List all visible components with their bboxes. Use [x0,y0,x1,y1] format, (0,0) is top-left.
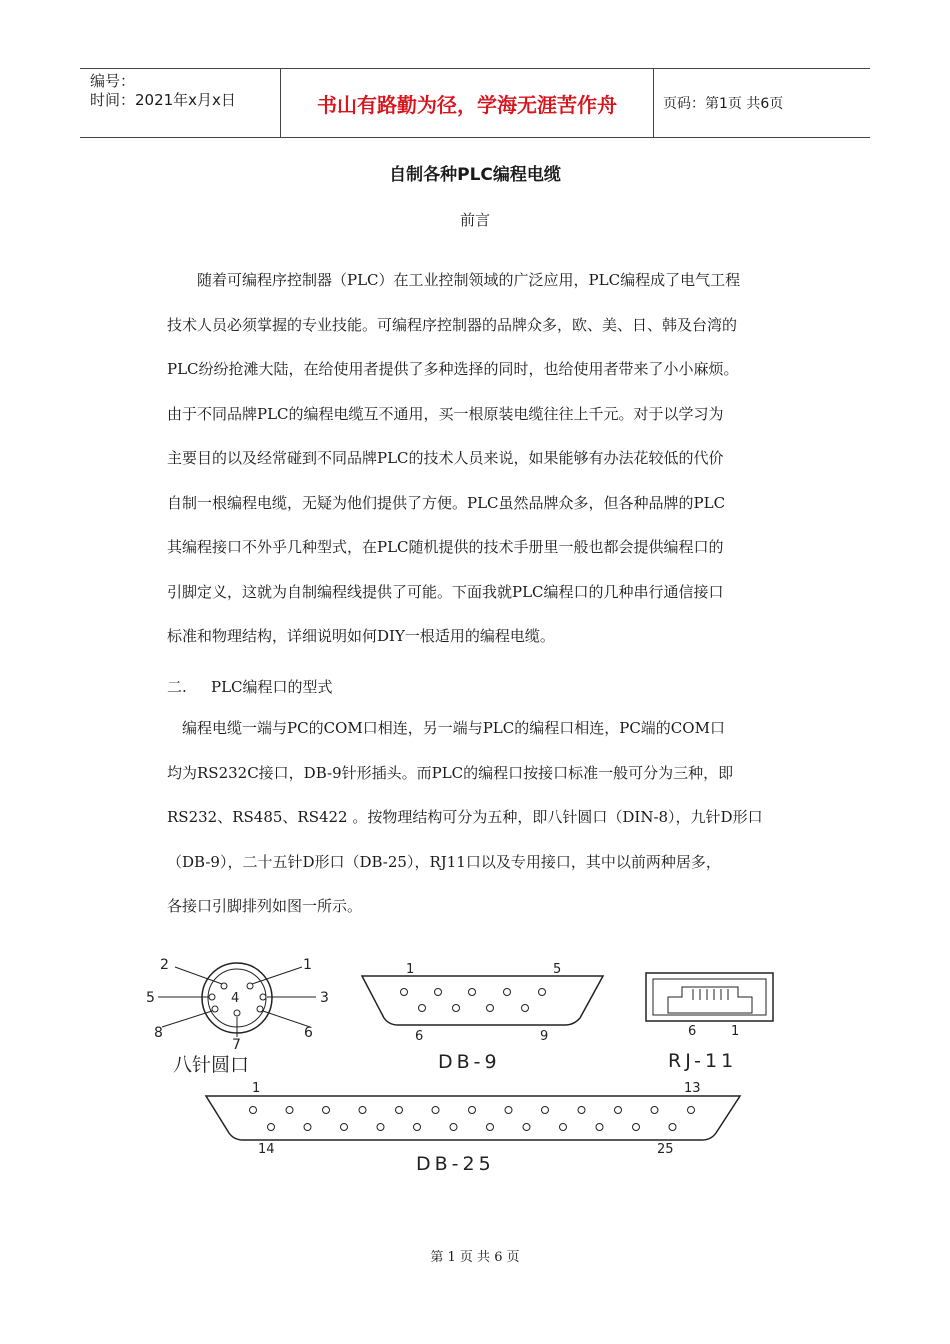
rj11-socket [668,987,752,1013]
db9-pin [522,1005,529,1012]
din8-pin-label: 1 [303,957,312,973]
din8-pin-label: 4 [231,991,240,1006]
connector-pinout-figure [140,945,840,1185]
db25-pin [268,1124,275,1131]
number-label: 编号： [90,72,136,90]
db25-pin [341,1124,348,1131]
db25-pin [396,1107,403,1114]
section-paragraph [167,706,807,929]
db9-pin [435,989,442,996]
text-line: PLC纷纷抢滩大陆，在给使用者提供了多种选择的同时，也给使用者带来了小小麻烦。 [167,360,739,378]
db25-pin [596,1124,603,1131]
preface-heading: 前言 [459,211,490,229]
din8-pin-label: 8 [154,1025,163,1041]
db25-pin [542,1107,549,1114]
db25-pin-label: 1 [252,1081,261,1096]
page-footer: 第 1 页 共 6 页 [430,1250,520,1265]
din8-leader [162,1011,212,1027]
text-line: 由于不同品牌PLC的编程电缆互不通用，买一根原装电缆往往上千元。对于以学习为 [167,404,724,423]
db9-shell [362,976,603,1025]
text-line: RS232、RS485、RS422 。按物理结构可分为五种，即八针圆口（DIN-8），九针D形口 [167,808,763,826]
din8-pin-label: 2 [160,957,169,973]
rj11-connector [646,973,773,1072]
db25-pin [414,1124,421,1131]
db25-pin [323,1107,330,1114]
db25-pin [359,1107,366,1114]
db25-pin [651,1107,658,1114]
din8-pin [257,1006,263,1012]
header-page-info: 页码：第1页 共6页 [663,96,784,112]
db25-pin [286,1107,293,1114]
db9-pin [419,1005,426,1012]
din8-pin-label: 7 [232,1037,241,1053]
header-motto: 书山有路勤为径，学海无涯苦作舟 [317,92,617,117]
text-line: 引脚定义，这就为自制编程线提供了可能。下面我就PLC编程口的几种串行通信接口 [167,582,724,601]
db9-pin [453,1005,460,1012]
db25-pin [450,1124,457,1131]
text-line: 技术人员必须掌握的专业技能。可编程序控制器的品牌众多，欧、美、日、韩及台湾的 [167,315,738,334]
document-title: 自制各种PLC编程电缆 [389,165,561,185]
db25-pin [560,1124,567,1131]
db9-pin-label: 5 [553,962,562,977]
db25-pin [615,1107,622,1114]
rj11-pin-label: 6 [688,1024,697,1039]
text-line: 主要目的以及经常碰到不同品牌PLC的技术人员来说，如果能够有办法花较低的代价 [167,449,724,467]
db25-pin-label: 13 [684,1081,701,1096]
db25-pin [432,1107,439,1114]
rj11-housing [646,973,773,1021]
section-heading [167,665,333,709]
rj11-pin-label: 1 [731,1024,740,1039]
din8-pin-label: 6 [304,1025,313,1041]
db9-connector [362,962,603,1073]
header-meta [80,69,280,137]
din8-connector [146,957,329,1076]
db25-pin [633,1124,640,1131]
db25-pin [688,1107,695,1114]
header-divider [653,69,654,137]
din8-pin [260,994,266,1000]
db25-pin [304,1124,311,1131]
text-line: 编程电缆一端与PC的COM口相连，另一端与PLC的编程口相连，PC端的COM口 [167,719,725,737]
db9-pin [469,989,476,996]
din8-pin-label: 5 [146,990,155,1006]
db25-pin-label: 25 [657,1142,674,1157]
section-title: PLC编程口的型式 [211,678,333,696]
db25-pin [669,1124,676,1131]
db25-pin [487,1124,494,1131]
db25-pin [578,1107,585,1114]
db25-pin [523,1124,530,1131]
din8-caption: 八针圆口 [173,1054,250,1076]
db25-pin [469,1107,476,1114]
preface-paragraph [167,258,807,659]
db25-caption: DB-25 [416,1153,495,1175]
section-number: 二. [167,678,187,696]
db9-pin [504,989,511,996]
din8-leader [263,1011,310,1027]
time-label: 时间：2021年x月x日 [90,91,236,109]
db9-pin-label: 6 [415,1029,424,1044]
db9-caption: DB-9 [438,1051,501,1073]
din8-pin [212,1006,218,1012]
din8-pin [209,994,215,1000]
din8-pin [234,1010,240,1016]
db9-pin-label: 9 [540,1029,549,1044]
text-line: 随着可编程序控制器（PLC）在工业控制领域的广泛应用，PLC编程成了电气工程 [167,271,741,289]
text-line: （DB-9），二十五针D形口（DB-25），RJ11口以及专用接口，其中以前两种居多， [167,852,721,871]
text-line: 各接口引脚排列如图一所示。 [167,897,363,915]
db9-pin-label: 1 [406,962,415,977]
db25-pin [377,1124,384,1131]
header-table [80,68,870,138]
db25-pin-label: 14 [258,1142,275,1157]
rj11-caption: RJ-11 [668,1050,738,1072]
text-line: 其编程接口不外乎几种型式，在PLC随机提供的技术手册里一般也都会提供编程口的 [167,538,724,556]
din8-leader [175,967,222,984]
text-line: 标准和物理结构，详细说明如何DIY一根适用的编程电缆。 [167,627,555,645]
text-line: 自制一根编程电缆，无疑为他们提供了方便。PLC虽然品牌众多，但各种品牌的PLC [167,493,726,512]
db25-shell [206,1096,740,1140]
db25-connector [206,1081,740,1175]
db9-pin [487,1005,494,1012]
db9-pin [539,989,546,996]
db9-pin [401,989,408,996]
text-line: 均为RS232C接口，DB-9针形插头。而PLC的编程口按接口标准一般可分为三种，即 [167,763,734,782]
din8-pin-label: 3 [320,990,329,1006]
db25-pin [505,1107,512,1114]
db25-pin [250,1107,257,1114]
din8-leader [252,967,302,984]
